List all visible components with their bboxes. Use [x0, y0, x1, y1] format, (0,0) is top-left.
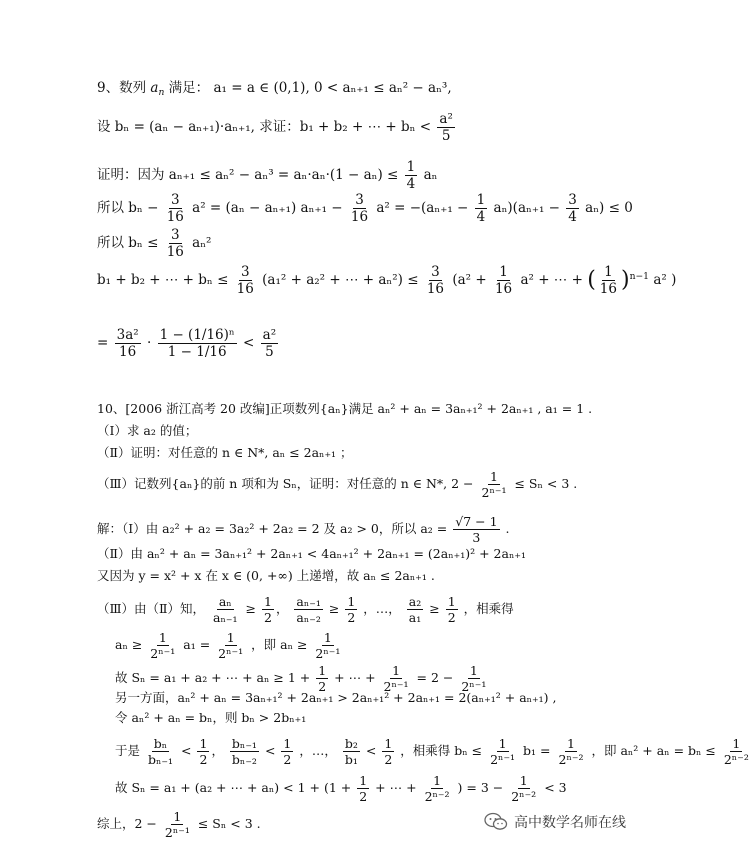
p9-proof-line1: 证明：因为 aₙ₊₁ ≤ aₙ² − aₙ³ = aₙ·aₙ·(1 − aₙ) ≤ $\frac{1}{4}$ aₙ [97, 159, 438, 193]
wechat-icon [484, 812, 508, 832]
p9-proof-line2: 所以 bₙ − $\frac{3}{16}$ a² = (aₙ − aₙ₊₁) aₙ₊₁ − $\frac{3}{16}$ a² = −(aₙ₊₁ − $\frac{1}{4}$ aₙ)(aₙ₊₁ − $\frac{3}{4}$ aₙ) ≤ 0 [97, 192, 633, 226]
p9-statement: 9、数列 $a_n$ 满足： a₁ = a ∈ (0,1), 0 < aₙ₊₁ ≤ aₙ² − aₙ³, [97, 80, 452, 99]
p9-proof-line3: 所以 bₙ ≤ $\frac{3}{16}$ aₙ² [97, 227, 212, 261]
p10-part3: （Ⅲ）记数列{aₙ}的前 n 项和为 Sₙ，证明：对任意的 n ∈ N*, 2 − $\frac{1}{\text{2ⁿ⁻¹}}$ ≤ Sₙ < 3 . [97, 469, 578, 501]
p10-let: 令 aₙ² + aₙ = bₙ，则 bₙ > 2bₙ₊₁ [115, 710, 307, 725]
p10-sn-upper: 故 Sₙ = a₁ + (a₂ + ⋯ + aₙ) < 1 + (1 + $\frac{1}{2}$ + ⋯ + $\frac{1}{\text{2ⁿ⁻²}}$ ) = 3 − $\frac{1}{\text{2ⁿ⁻²}}$ < 3 [115, 773, 567, 805]
p10-conclusion: 综上，2 − $\frac{1}{\text{2ⁿ⁻¹}}$ ≤ Sₙ < 3 . [97, 809, 261, 841]
p10-ineq1: aₙ ≥ $\frac{1}{\text{2ⁿ⁻¹}}$ a₁ = $\frac{1}{\text{2ⁿ⁻¹}}$ ，即 aₙ ≥ $\frac{1}{\text{2ⁿ⁻¹}}$ [115, 630, 341, 662]
watermark-text: 高中数学名师在线 [514, 815, 626, 831]
frac-a2-5: $\frac{\text{a²}}{5}$ [439, 111, 453, 145]
p10-part1: （Ⅰ）求 a₂ 的值； [97, 423, 198, 438]
p9-claim: 设 bₙ = (aₙ − aₙ₊₁)·aₙ₊₁, 求证：b₁ + b₂ + ⋯ + bₙ < $\frac{\text{a²}}{5}$ [97, 111, 453, 145]
p10-sol2b: 又因为 y = x² + x 在 x ∈ (0, +∞) 上递增，故 aₙ ≤ 2aₙ₊₁ . [97, 568, 435, 583]
p10-sn-lower: 故 Sₙ = a₁ + a₂ + ⋯ + aₙ ≥ 1 + $\frac{1}{2}$ + ⋯ + $\frac{1}{\text{2ⁿ⁻¹}}$ = 2 − $\frac{1}{\text{2ⁿ⁻¹}}$ [115, 663, 487, 695]
p10-other: 另一方面，aₙ² + aₙ = 3aₙ₊₁² + 2aₙ₊₁ > 2aₙ₊₁² + 2aₙ₊₁ = 2(aₙ₊₁² + aₙ₊₁) , [115, 690, 557, 705]
p10-header: 10、[2006 浙江高考 20 改编]正项数列{aₙ}满足 aₙ² + aₙ = 3aₙ₊₁² + 2aₙ₊₁ , a₁ = 1 . [97, 401, 593, 416]
p10-sol2: （Ⅱ）由 aₙ² + aₙ = 3aₙ₊₁² + 2aₙ₊₁ < 4aₙ₊₁² + 2aₙ₊₁ = (2aₙ₊₁)² + 2aₙ₊₁ [97, 546, 526, 561]
p10-part2: （Ⅱ）证明：对任意的 n ∈ N*, aₙ ≤ 2aₙ₊₁ ； [97, 445, 353, 460]
p10-bratios: 于是 $\frac{\text{bₙ}}{\text{bₙ₋₁}}$ < $\frac{1}{2}$ ， $\frac{\text{bₙ₋₁}}{\text{bₙ₋₂}}$ < $\frac{1}{2}$ ，…， $\frac{\text{b₂}}{\text{b₁}}$ < $\frac{1}{2}$ ，相乘得 bₙ ≤ $\frac{1}{\text{2ⁿ⁻¹}}$ b₁ = $\frac{1}{\text{2ⁿ⁻²}}$ ，即 aₙ² + aₙ = bₙ ≤ $\frac{1}{\text{2ⁿ⁻²}}$ [115, 736, 749, 768]
p9-sum-line: b₁ + b₂ + ⋯ + bₙ ≤ $\frac{3}{16}$ (a₁² + a₂² + ⋯ + aₙ²) ≤ $\frac{3}{16}$ (a² + $\frac{1}{16}$ a² + ⋯ + ( $\frac{1}{16}$ )$^{n-1}$ a² ) [97, 264, 677, 298]
p10-sol3-ratios: （Ⅲ）由（Ⅱ）知， $\frac{\text{aₙ}}{\text{aₙ₋₁}}$ ≥ $\frac{1}{2}$ ， $\frac{\text{aₙ₋₁}}{\text{aₙ₋₂}}$ ≥ $\frac{1}{2}$ ，…， $\frac{\text{a₂}}{\text{a₁}}$ ≥ $\frac{1}{2}$ ，相乘得 [97, 594, 514, 626]
watermark [484, 812, 626, 832]
p9-final-line: = $\frac{\text{3a²}}{16}$ · $\frac{\text{1 − (1/16)ⁿ}}{1 - 1/16}$ < $\frac{\text{a²}}{5}$ [97, 327, 277, 361]
p10-sol1: 解：（Ⅰ）由 a₂² + a₂ = 3a₂² + 2a₂ = 2 及 a₂ > 0，所以 a₂ = $\frac{√7 - 1}{3}$ . [97, 514, 510, 546]
